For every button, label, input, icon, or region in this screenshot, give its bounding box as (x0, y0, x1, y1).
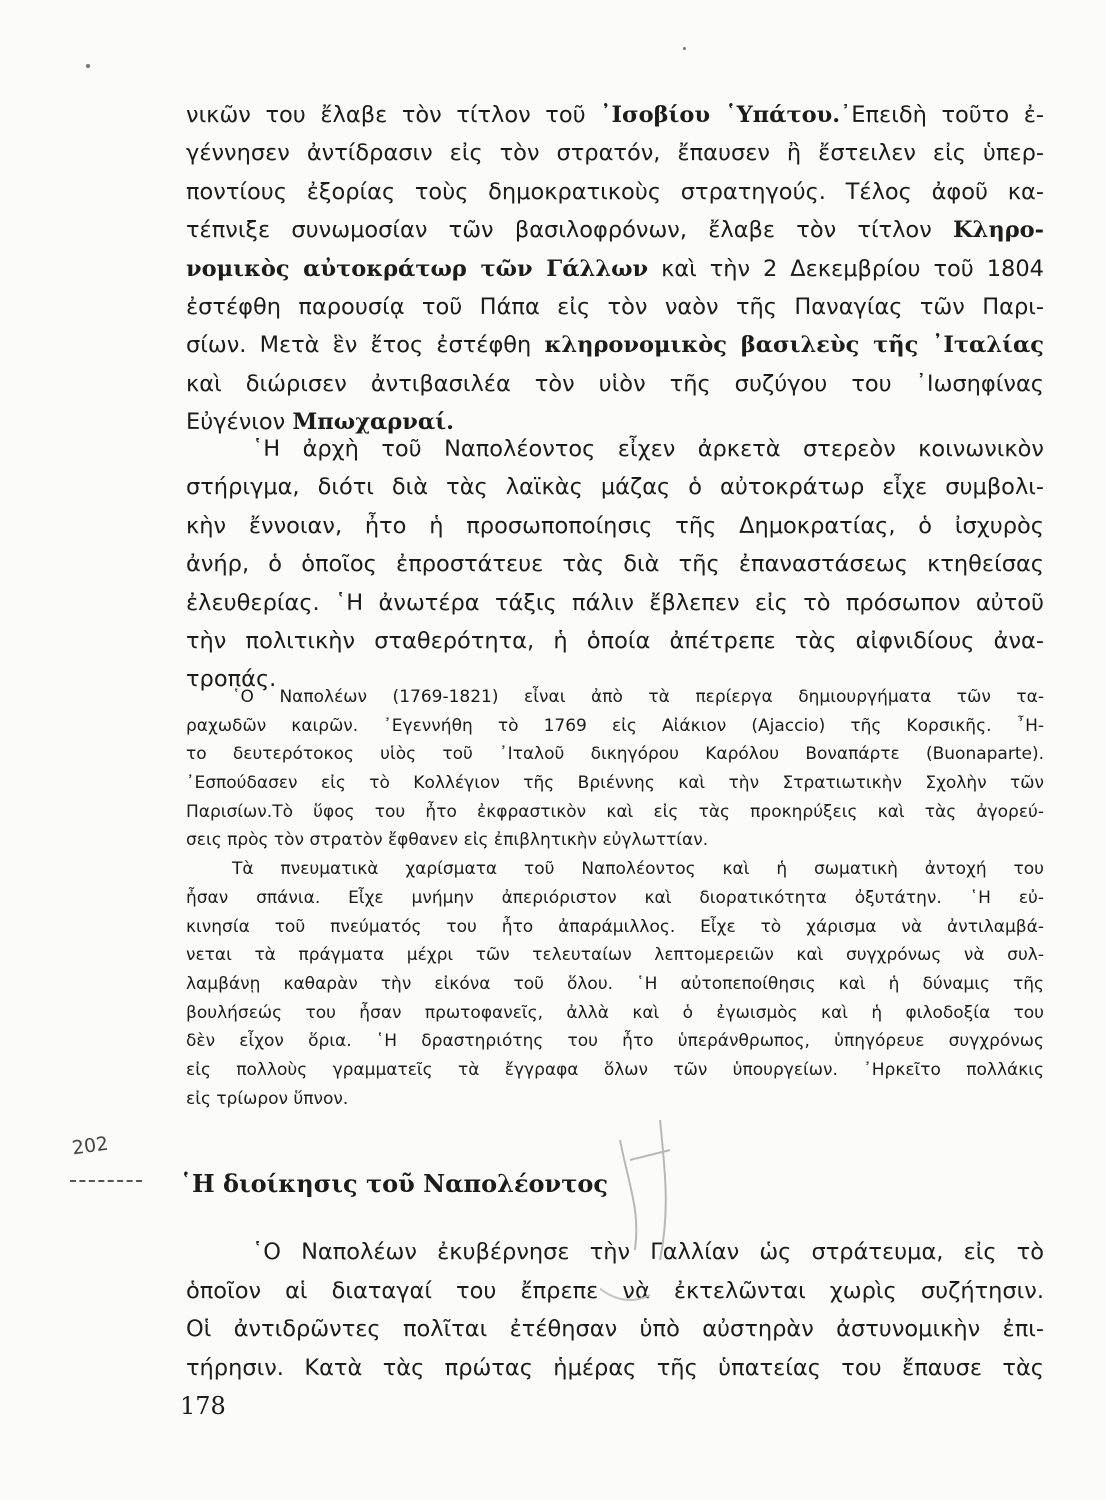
text-line: εἰς τρίωρον ὕπνον. (186, 1088, 349, 1109)
footnote-paragraph-qualities (186, 855, 1044, 1113)
scan-speck (683, 47, 686, 50)
text-line (186, 134, 1044, 172)
text-line: βουλήσεώς του ἦσαν πρωτοφανεῖς, ἀλλὰ καὶ ὁ ἐγωισμὸς καὶ ἡ φιλοδοξία του (186, 1002, 1044, 1023)
text-line: στήριγμα, διότι διὰ τὰς λαϊκὰς μάζας ὁ αὐτοκράτωρ εἶχε συμβολι- (186, 474, 1044, 501)
text-segment: καὶ τὴν 2 Δεκεμβρίου τοῦ 1804 (648, 255, 1044, 282)
bold-term: Κληρο- (953, 217, 1044, 244)
text-line: το δευτερότοκος υἱὸς τοῦ ᾿Ιταλοῦ δικηγόρου Καρόλου Βοναπάρτε (Buonaparte). (186, 744, 1044, 765)
section-heading: ῾Η διοίκησις τοῦ Ναπολέοντος (180, 1169, 608, 1198)
text-line: ῾Ο Ναπολέων (1769-1821) εἶναι ἀπὸ τὰ περίεργα δημιουργήματα τῶν τα- (232, 687, 1044, 707)
text-line: ῾Η ἀρχὴ τοῦ Ναπολέοντος εἶχεν ἀρκετὰ στερεὸν κοινωνικὸν (252, 436, 1044, 462)
text-line: ᾿Εσπούδασεν εἰς τὸ Κολλέγιον τῆς Βριέννης καὶ τὴν Στρατιωτικὴν Σχολὴν τῶν (186, 773, 1044, 794)
text-segment: γέννησεν ἀντίδρασιν εἰς τὸν στρατόν, ἔπαυσεν ἢ ἔστειλεν εἰς ὑπερ- (186, 140, 1044, 167)
text-line: ραχωδῶν καιρῶν. ᾿Εγεννήθη τὸ 1769 εἰς Αἰάκιον (Ajaccio) τῆς Κορσικῆς. ῏Η- (186, 715, 1044, 736)
text-segment: νικῶν του ἔλαβε τὸν τίτλον τοῦ (186, 102, 601, 128)
text-line: εἰς πολλοὺς γραμματεῖς τὰ ἔγγραφα ὅλων τῶν ὑπουργείων. ᾿Ηρκεῖτο πολλάκις (186, 1059, 1044, 1080)
page-number: 178 (180, 1392, 226, 1420)
text-line: ῾Ο Ναπολέων ἐκυβέρνησε τὴν Γαλλίαν ὡς στράτευμα, εἰς τὸ (252, 1239, 1044, 1265)
text-line: ἀνήρ, ὁ ὁποῖος ἐπροστάτευε τὰς διὰ τῆς ἐπαναστάσεως κτηθείσας (186, 551, 1044, 578)
margin-handwritten-note: 202 (70, 1132, 110, 1160)
text-segment: καὶ διώρισεν ἀντιβασιλέα τὸν υἱὸν τῆς συζύγου του ᾿Ιωσηφίνας (186, 370, 1044, 397)
main-text-block-2 (186, 430, 1044, 699)
text-line: δὲν εἶχον ὅρια. ῾Η δραστηριότης του ἦτο ὑπεράνθρωπος, ὑπηγόρευε συγχρόνως (186, 1031, 1044, 1052)
text-line: ὁποῖον αἱ διαταγαί του ἔπρεπε νὰ ἐκτελῶνται χωρὶς συζήτησιν. (186, 1277, 1044, 1304)
text-segment: Εὐγένιον (186, 409, 293, 436)
text-segment: τέπνιξε συνωμοσίαν τῶν βασιλοφρόνων, ἔλαβε τὸν τίτλον (186, 217, 953, 244)
text-segment: σίων. Μετὰ ἓν ἔτος ἐστέφθη (186, 332, 545, 359)
main-text-block-3 (186, 1233, 1044, 1387)
bold-term: νομικὸς αὐτοκράτωρ τῶν Γάλλων (186, 255, 649, 282)
bold-term: ᾿Ισοβίου ῾Υπάτου. (600, 102, 841, 128)
bold-term: κληρονομικὸς βασιλεὺς τῆς ᾿Ιταλίας (544, 332, 1044, 359)
scan-speck (86, 64, 90, 68)
text-segment: ποντίους ἐξορίας τοὺς δημοκρατικοὺς στρατηγούς. Τέλος ἀφοῦ κα- (186, 178, 1044, 205)
text-line: τήρησιν. Κατὰ τὰς πρώτας ἡμέρας τῆς ὑπατείας του ἔπαυσε τὰς (186, 1354, 1044, 1381)
text-segment: ᾿Επειδὴ τοῦτο ἐ- (840, 102, 1044, 128)
text-line (186, 96, 1044, 134)
text-line (186, 288, 1044, 326)
text-line: ἦσαν σπάνια. Εἶχε μνήμην ἀπεριόριστον καὶ διορατικότητα ὀξυτάτην. ῾Η εὐ- (186, 887, 1044, 908)
bold-term: Μπωχαρναί. (292, 409, 454, 436)
text-line: κινησία τοῦ πνεύματός του ἦτο ἀπαράμιλλος. Εἶχε τὸ χάρισμα νὰ ἀντιλαμβά- (186, 916, 1044, 937)
text-line (186, 326, 1044, 364)
text-line: Οἱ ἀντιδρῶντες πολῖται ἐτέθησαν ὑπὸ αὐστηρὰν ἀστυνομικὴν ἐπι- (186, 1316, 1044, 1342)
text-line (186, 211, 1044, 249)
footnote-paragraph-biography (186, 683, 1044, 855)
text-line: Παρισίων.Τὸ ὕφος του ἦτο ἐκφραστικὸν καὶ εἰς τὰς προκηρύξεις καὶ τὰς ἀγορεύ- (186, 801, 1044, 822)
main-text-block-1 (186, 96, 1044, 442)
text-line: κὴν ἔννοιαν, ἦτο ἡ προσωποποίησις τῆς Δημοκρατίας, ὁ ἰσχυρὸς (186, 512, 1044, 539)
text-line (186, 250, 1044, 288)
text-line: ἐλευθερίας. ῾Η ἀνωτέρα τάξις πάλιν ἔβλεπεν εἰς τὸ πρόσωπον αὐτοῦ (186, 589, 1044, 616)
text-line: Τὰ πνευματικὰ χαρίσματα τοῦ Ναπολέοντος καὶ ἡ σωματικὴ ἀντοχή του (232, 859, 1044, 880)
margin-dash-mark (70, 1180, 142, 1182)
footnote-block (186, 683, 1044, 1113)
text-line (186, 365, 1044, 403)
text-line: τὴν πολιτικὴν σταθερότητα, ἡ ὁποία ἀπέτρεπε τὰς αἰφνιδίους ἀνα- (186, 627, 1044, 654)
text-segment: ἐστέφθη παρουσίᾳ τοῦ Πάπα εἰς τὸν ναὸν τῆς Παναγίας τῶν Παρι- (186, 293, 1044, 320)
text-line: λαμβάνῃ καθαρὰν τὴν εἰκόνα τοῦ ὅλου. ῾Η αὐτοπεποίθησις καὶ ἡ δύναμις τῆς (186, 973, 1044, 994)
text-line: τροπάς. (186, 666, 277, 693)
text-line: σεις πρὸς τὸν στρατὸν ἔφθανεν εἰς ἐπιβλητικὴν εὐγλωττίαν. (186, 830, 709, 851)
text-line: νεται τὰ πράγματα μέχρι τῶν τελευταίων λεπτομερειῶν καὶ συγχρόνως νὰ συλ- (186, 945, 1044, 966)
text-line (186, 173, 1044, 211)
